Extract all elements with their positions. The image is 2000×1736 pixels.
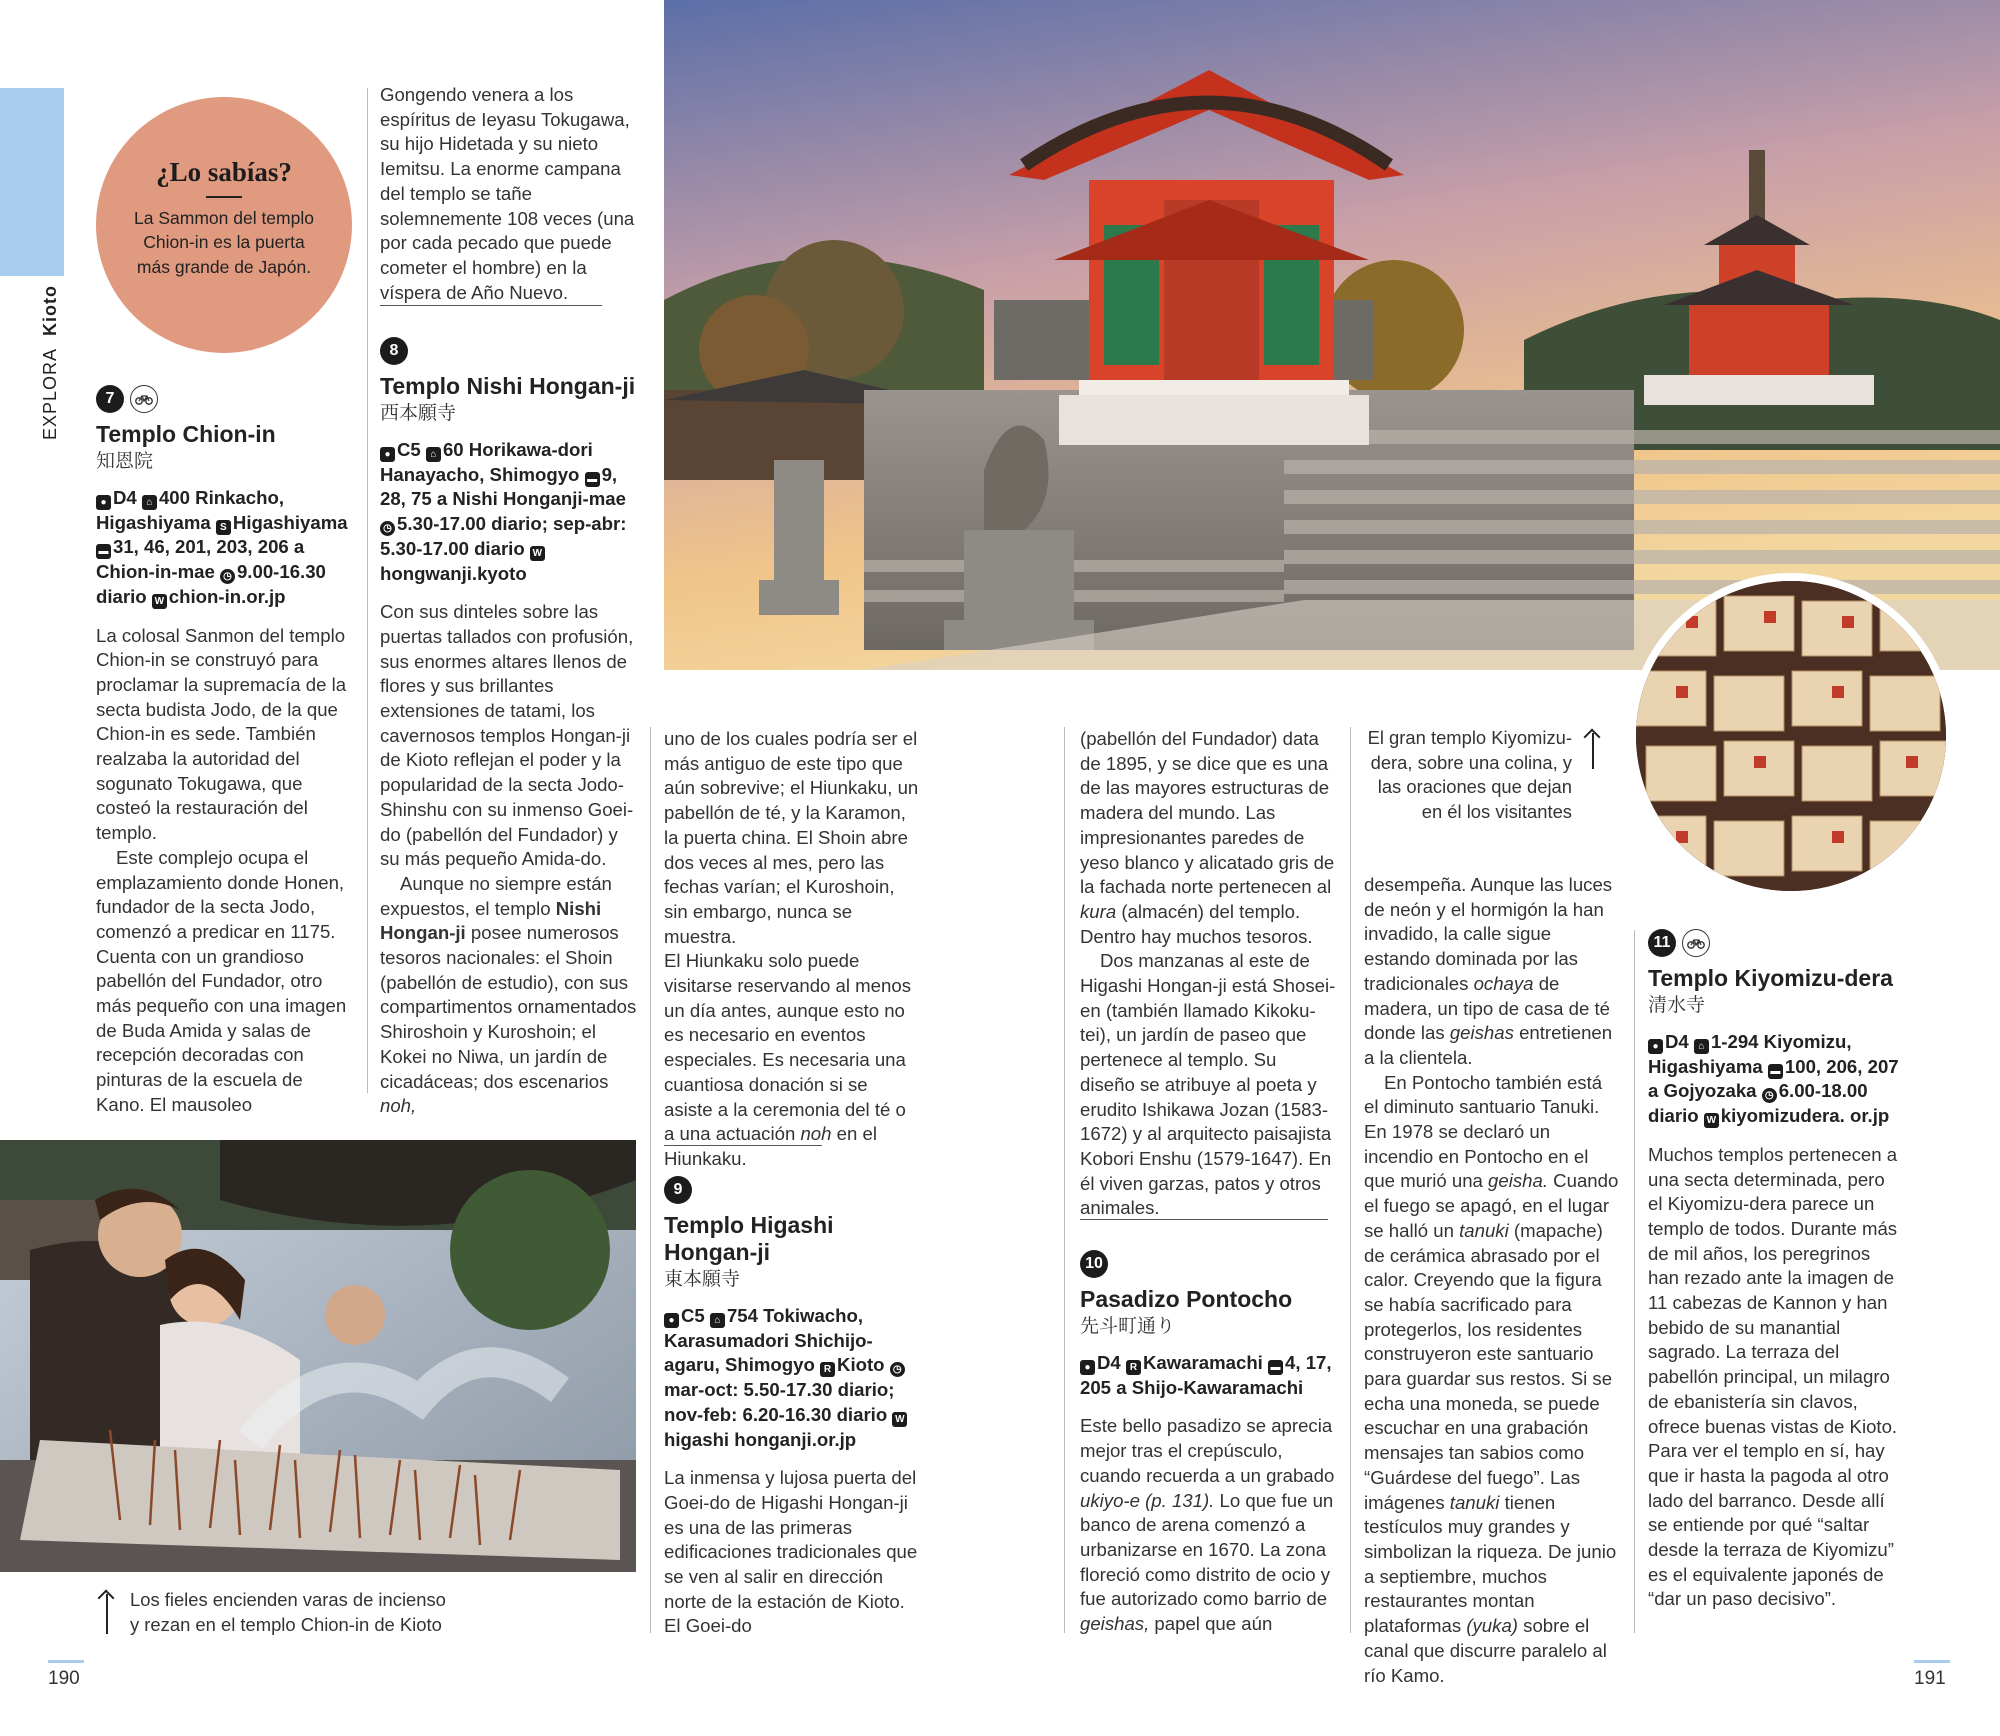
section-rule <box>664 1145 822 1146</box>
entry-body: Con sus dinteles sobre las puertas tallados con profusión, sus enormes altares llenos de flores y sus brillantes extensiones de tatami, los cavernosos templos Hongan-ji de Kioto reflejan el poder y la popularidad de la secta Jodo-Shinshu con su inmenso Goei-do (pabellón del Fundador) y su más pequeño Amida-do. Aunque no siempre están expuestos, el templo Nishi Hongan-ji posee numerosos tesoros nacionales: el Shoin (pabellón de estudio), con sus compartimentos ornamentados Shiroshoin y Kuroshoin; el Kokei no Niwa, un jardín de cicadáceas; dos escenarios noh, <box>380 601 637 1117</box>
clock-icon: ◷ <box>1762 1088 1777 1103</box>
clock-icon: ◷ <box>220 569 235 584</box>
bus-icon: ▬ <box>1768 1064 1783 1079</box>
address-icon: ⌂ <box>1694 1039 1709 1054</box>
entry-number: 7 <box>96 385 124 413</box>
entry-nishi-honganji <box>380 337 638 1119</box>
entry-japanese-name: 知恩院 <box>96 450 154 472</box>
photo-incense-chionin <box>0 1140 636 1572</box>
page-number-rule-left <box>48 1660 84 1663</box>
entry-number: 9 <box>664 1176 692 1204</box>
entry-japanese-name: 東本願寺 <box>664 1268 741 1290</box>
chionin-continuation: Gongendo venera a los espíritus de Ieyasu Tokugawa, su hijo Hidetada y su nieto Iemitsu. La enorme campana del templo se tañe solemnemente 108 veces (una por cada pecado que puede cometer el hombre) en la víspera de Año Nuevo. <box>380 84 635 303</box>
entry-higashi-honganji <box>664 1176 922 1639</box>
entry-title: Templo Kiyomizu-dera <box>1648 965 1893 991</box>
section-rule <box>1080 1219 1328 1220</box>
entry-kiyomizu-dera <box>1648 929 1904 1612</box>
caption-incense: Los fieles encienden varas de incienso y rezan en el templo Chion-in de Kioto <box>130 1589 446 1635</box>
did-you-know-title: ¿Lo sabías? <box>156 157 292 187</box>
entry-body: La colosal Sanmon del templo Chion-in se construyó para proclamar la supremacía de la secta budista Jodo, de la que Chion-in es sede. También realzaba la autoridad del sogunato Tokugawa, que costeó la restauración del templo. Este complejo ocupa el emplazamiento donde Honen, fundador de la secta Jodo, comenzó a predicar en 1175. Cuenta con un grandioso pabellón del Fundador, otro más pequeño con una imagen de Buda Amida y salas de recepción decoradas con pinturas de la escuela de Kano. El mausoleo <box>96 624 347 1115</box>
bus-icon: ▬ <box>1268 1360 1283 1375</box>
column-divider <box>650 727 651 1633</box>
map-pin-icon: ● <box>664 1313 679 1328</box>
train-icon: R <box>1126 1360 1141 1375</box>
bicycle-icon <box>130 385 158 413</box>
entry-info: ● C5 ⌂ 754 Tokiwacho, Karasumadori Shichijo-agaru, Shimogyo R Kioto ◷mar-oct: 5.50-17.30 diario; nov-feb: 6.20-16.30 diario Whigashi honganji.or.jp <box>664 1304 922 1452</box>
bus-icon: ▬ <box>585 472 600 487</box>
subway-icon: S <box>216 520 231 535</box>
photo-ema-plaques <box>1628 573 1954 899</box>
web-icon: W <box>152 594 167 609</box>
entry-title: Templo Nishi Hongan-ji <box>380 373 636 399</box>
address-icon: ⌂ <box>142 495 157 510</box>
entry-pontocho <box>1080 1250 1338 1637</box>
column-divider <box>1064 727 1065 1633</box>
entry-body: La inmensa y lujosa puerta del Goei-do de Higashi Hongan-ji es una de las primeras edificaciones tradicionales que se ven al salir en dirección norte de la estación de Kioto. El Goei-do <box>664 1467 918 1637</box>
column-divider <box>1634 930 1635 1633</box>
caption-arrow-up-icon <box>106 1594 108 1634</box>
entry-info: ● D4 ⌂ 400 Rinkacho, Higashiyama S Higashiyama ▬ 31, 46, 201, 203, 206 a Chion-in-mae ◷ 9.00-16.30 diario W chion-in.or.jp <box>96 487 348 607</box>
section-rule <box>380 305 602 306</box>
entry-number: 10 <box>1080 1250 1108 1278</box>
address-icon: ⌂ <box>710 1313 725 1328</box>
entry-web-link[interactable]: chion-in.or.jp <box>168 585 286 607</box>
map-pin-icon: ● <box>1080 1360 1095 1375</box>
entry-body: Este bello pasadizo se aprecia mejor tras el crepúsculo, cuando recuerda a un grabado ukiyo-e (p. 131). Lo que fue un banco de arena comenzó a urbanizarse en 1670. La zona floreció como distrito de ocio y fue autorizado como barrio de geishas, papel que aún <box>1080 1415 1335 1635</box>
web-icon: W <box>530 546 545 561</box>
sidebar-city: Kioto <box>40 284 60 336</box>
page-number-rule-right <box>1914 1660 1950 1663</box>
pontocho-continuation: desempeña. Aunque las luces de neón y el hormigón la han invadido, la calle sigue estando dominada por las tradicionales ochaya de madera, un tipo de casa de té donde las geishas entretienen a la clientela. En Pontocho también está el diminuto santuario Tanuki. En 1978 se declaró un incendio en Pontocho en el que murió una geisha. Cuando el fuego se apagó, en el lugar se halló un tanuki (mapache) de cerámica abrasado por el calor. Creyendo que la figura se había sacrificado para protegerlos, los residentes construyeron este santuario para guardar sus restos. Si se echa una moneda, se puede escuchar en una grabación mensajes tan sabios como “Guárdese del fuego”. Las imágenes tanuki tienen testículos muy grandes y simbolizan la riqueza. De junio a septiembre, muchos restaurantes montan plataformas (yuka) sobre el canal que discurre paralelo al río Kamo. <box>1364 874 1619 1686</box>
entry-japanese-name: 先斗町通り <box>1080 1315 1176 1337</box>
map-pin-icon: ● <box>1648 1039 1663 1054</box>
train-icon: R <box>820 1362 835 1377</box>
web-icon: W <box>892 1412 907 1427</box>
higashi-continuation: (pabellón del Fundador) data de 1895, y se dice que es una de las mayores estructuras de madera del mundo. Las impresionantes paredes de yeso blanco y alicatado gris de la fachada norte pertenecen al kura (almacén) del templo. Dentro hay muchos tesoros. Dos manzanas al este de Higashi Hongan-ji está Shosei-en (también llamado Kikoku-tei), un jardín de paseo que pertenece al templo. Su diseño se atribuye al poeta y erudito Ishikawa Jozan (1583-1672) y al arquitecto paisajista Kobori Enshu (1579-1647). En él viven garzas, patos y otros animales. <box>1080 728 1336 1219</box>
map-pin-icon: ● <box>96 495 111 510</box>
column-divider <box>367 88 368 1093</box>
sidebar-label <box>40 285 61 440</box>
did-you-know-text: La Sammon del templo Chion-in es la puerta más grande de Japón. <box>134 207 314 277</box>
bicycle-icon <box>1682 929 1710 957</box>
entry-number: 11 <box>1648 929 1676 957</box>
bus-icon: ▬ <box>96 544 111 559</box>
entry-title: Templo Higashi Hongan-ji <box>664 1212 834 1265</box>
web-icon: W <box>1704 1113 1719 1128</box>
entry-info: ● D4 R Kawaramachi ▬ 4, 17, 205 a Shijo-Kawaramachi <box>1080 1352 1332 1398</box>
entry-info: ● D4 ⌂ 1-294 Kiyomizu, Higashiyama ▬ 100, 206, 207 a Gojyozaka ◷ 6.00-18.00 diario W kiyomizudera. or.jp <box>1648 1031 1899 1127</box>
entry-info: ● C5 ⌂ 60 Horikawa-dori Hanayacho, Shimogyo ▬ 9, 28, 75 a Nishi Honganji-mae ◷ 5.30-17.00 diario; sep-abr: 5.30-17.00 diario Whongwanji.kyoto <box>380 439 627 584</box>
sidebar-accent-bar <box>0 88 64 276</box>
address-icon: ⌂ <box>426 447 441 462</box>
caption-kiyomizu: El gran templo Kiyomizu-dera, sobre una colina, y las oraciones que dejan en él los visitantes <box>1367 727 1572 822</box>
entry-web-link[interactable]: hongwanji.kyoto <box>380 562 527 584</box>
entry-body: Muchos templos pertenecen a una secta determinada, pero el Kiyomizu-dera parece un templo de todos. Durante más de mil años, los peregrinos han rezado ante la imagen de 11 cabezas de Kannon y han bebido de su manantial sagrado. La terraza del pabellón principal, un milagro de ebanistería sin clavos, ofrece buenas vistas de Kioto. Para ver el templo en sí, hay que ir hasta la pagoda al otro lado del barranco. Desde allí se entiende por qué “saltar desde la terraza de Kiyomizu” es el equivalente japonés de “dar un paso decisivo”. <box>1648 1143 1898 1610</box>
clock-icon: ◷ <box>380 521 395 536</box>
entry-chionin <box>96 385 352 1118</box>
clock-icon: ◷ <box>890 1362 905 1377</box>
caption-arrow-up-icon <box>1592 733 1594 769</box>
entry-japanese-name: 西本願寺 <box>380 402 457 424</box>
photo-kiyomizu-temple <box>664 0 2000 670</box>
map-pin-icon: ● <box>380 447 395 462</box>
column-divider <box>1350 727 1351 1633</box>
did-you-know-circle <box>96 97 352 353</box>
entry-web-link[interactable]: higashi honganji.or.jp <box>664 1428 857 1450</box>
did-you-know-divider <box>206 196 242 198</box>
entry-title: Templo Chion-in <box>96 421 276 447</box>
page-number-left: 190 <box>48 1668 80 1689</box>
entry-web-link[interactable]: kiyomizudera. or.jp <box>1720 1105 1890 1127</box>
nishi-continuation: uno de los cuales podría ser el más antiguo de este tipo que aún sobrevive; el Hiunkaku, un pabellón de té, y la Karamon, la puerta china. El Shoin abre dos veces al mes, pero las fechas varían; el Kuroshoin, sin embargo, nunca se muestra. El Hiunkaku solo puede visitarse reservando al menos un día antes, aunque esto no es necesario en eventos especiales. Es necesaria una cuantiosa donación si se asiste a la ceremonia del té o a una actuación noh en el Hiunkaku. <box>664 728 919 1169</box>
entry-number: 8 <box>380 337 408 365</box>
page-number-right: 191 <box>1914 1668 1946 1689</box>
entry-title: Pasadizo Pontocho <box>1080 1286 1293 1312</box>
sidebar-section: EXPLORA <box>40 347 60 440</box>
entry-japanese-name: 清水寺 <box>1648 994 1706 1016</box>
